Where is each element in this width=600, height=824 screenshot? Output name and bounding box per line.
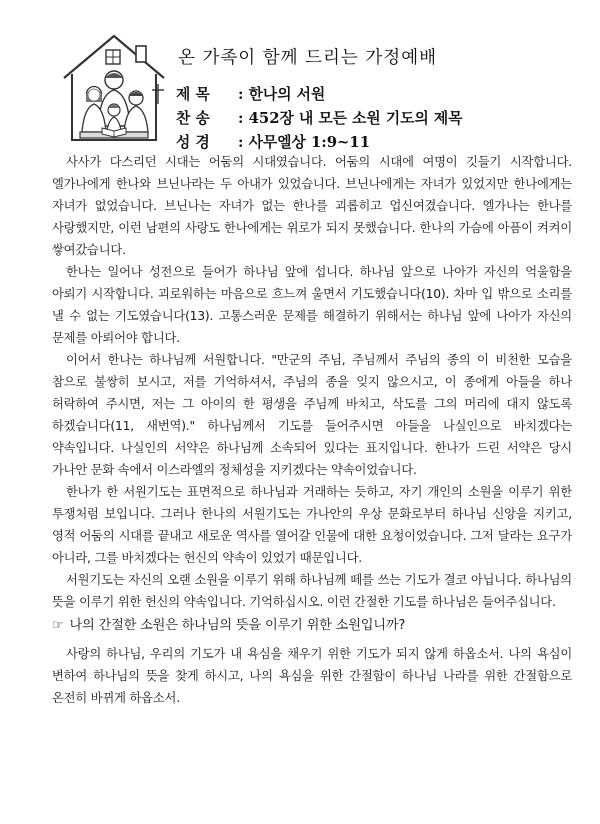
sermon-meta bbox=[176, 83, 576, 155]
paragraph: 한나가 한 서원기도는 표면적으로 하나님과 거래하는 듯하고, 자기 개인의 소원을 이루기 위한 투쟁처럼 보입니다. 그러나 한나의 서원기도는 가나안의 우상 문화로부터 하나님 신앙을 지키고, 영적 어둠의 시대를 끝내고 새로운 역사를 열어갈 인물에 대한 요청이었습니다. 그저 달라는 요구가 아니라, 그를 바치겠다는 헌신의 약속이 있었기 때문입니다. bbox=[52, 485, 572, 565]
reflection-question bbox=[52, 613, 572, 639]
paragraph: 한나는 일어나 성전으로 들어가 하나님 앞에 섭니다. 하나님 앞으로 나아가 자신의 억울함을 아뢰기 시작합니다. 괴로워하는 마음으로 흐느껴 울면서 기도했습니다(10). 차마 입 밖으로 소리를 낼 수 없는 기도였습니다(13). 고통스러운 문제를 해결하기 위해서는 하나님 앞에 나아가 자신의 문제를 아뢰어야 합니다. bbox=[52, 265, 572, 345]
paragraph: 사사가 다스리던 시대는 어둠의 시대였습니다. 어둠의 시대에 여명이 깃들기 시작합니다. 엘가나에게 한나와 브닌나라는 두 아내가 있었습니다. 브닌나에게는 자녀가 있었지만 한나에게는 자녀가 없었습니다. 브닌나는 자녀가 없는 한나를 괴롭히고 업신여겼습니다. 엘가나는 한나를 사랑했지만, 이런 남편의 사랑도 한나에게는 위로가 되지 못했습니다. 한나의 가슴에 아픔이 켜켜이 쌓여갔습니다. bbox=[52, 155, 572, 257]
paragraph: 서원기도는 자신의 오랜 소원을 이루기 위해 하나님께 떼를 쓰는 기도가 결코 아닙니다. 하나님의 뜻을 이루기 위한 헌신의 약속입니다. 기억하십시오. 이런 간절한 기도를 하나님은 들어주십니다. bbox=[52, 573, 572, 609]
meta-key: 찬 송 bbox=[176, 110, 210, 127]
sermon-body bbox=[52, 151, 572, 709]
meta-key: 제 목 bbox=[176, 86, 210, 103]
meta-value: : 한나의 서원 bbox=[238, 86, 326, 103]
closing-prayer: 사랑의 하나님, 우리의 기도가 내 욕심을 채우기 위한 기도가 되지 않게 하옵소서. 나의 욕심이 변하여 하나님의 뜻을 찾게 하시고, 나의 욕심을 위한 간절함이 하나님 나라를 위한 간절함으로 온전히 바뀌게 하옵소서. bbox=[52, 647, 572, 705]
family-house-illustration bbox=[58, 28, 170, 148]
meta-value: : 사무엘상 1:9~11 bbox=[238, 134, 370, 151]
worship-header bbox=[58, 28, 578, 158]
meta-key: 성 경 bbox=[176, 134, 210, 151]
paragraph: 이어서 한나는 하나님께 서원합니다. "만군의 주님, 주님께서 주님의 종의 이 비천한 모습을 참으로 불쌍히 보시고, 저를 기억하셔서, 주님의 종을 잊지 않으시고, 이 종에게 아들을 하나 허락하여 주시면, 저는 그 아이의 한 평생을 주님께 바치고, 삭도를 그의 머리에 대지 않도록 하겠습니다(11, 새번역)." 하나님께서 기도를 들어주시면 아들을 나실인으로 바치겠다는 약속입니다. 나실인의 서약은 하나님께 소속되어 있다는 표지입니다. 한나가 드린 서약은 당시 가나안 문화 속에서 이스라엘의 정체성을 지키겠다는 약속이었습니다. bbox=[52, 353, 572, 477]
meta-row-hymn bbox=[176, 107, 576, 131]
meta-row-subject bbox=[176, 83, 576, 107]
meta-value: : 452장 내 모든 소원 기도의 제목 bbox=[238, 110, 463, 127]
page-title: 온 가족이 함께 드리는 가정예배 bbox=[178, 48, 438, 68]
pointing-hand-icon: ☞ bbox=[52, 618, 64, 633]
question-text: 나의 간절한 소원은 하나님의 뜻을 이루기 위한 소원입니까? bbox=[69, 618, 406, 633]
